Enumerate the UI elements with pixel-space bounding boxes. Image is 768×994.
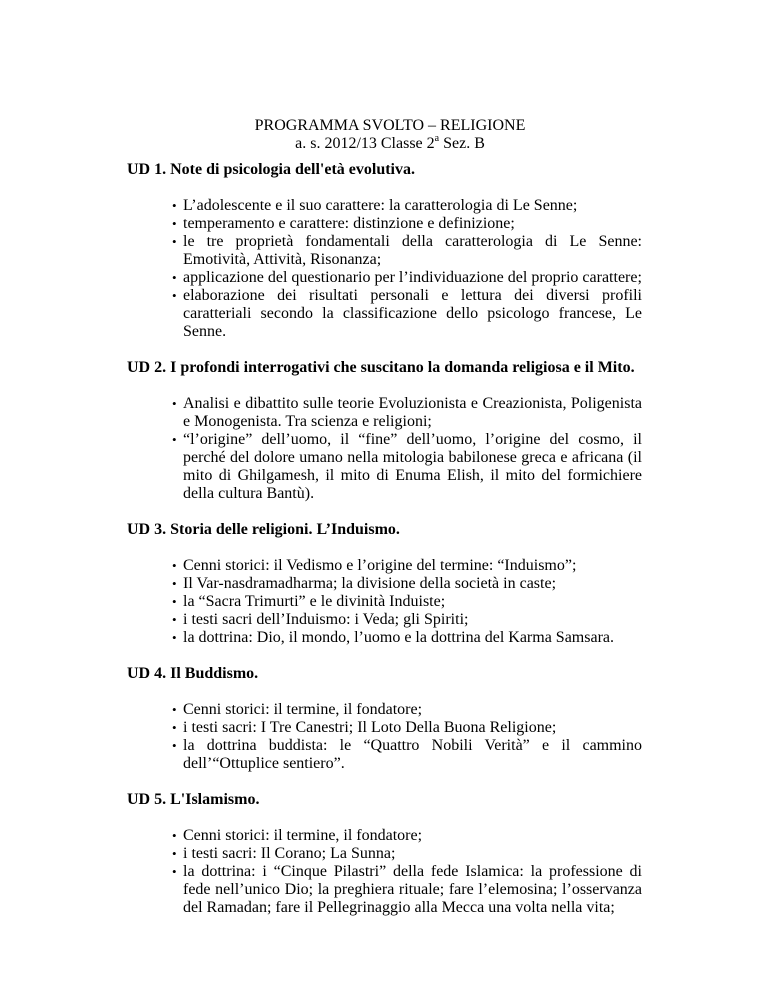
list-item-text: Il Var-nasdramadharma; la divisione della società in caste; <box>183 575 557 592</box>
bullet-icon: • <box>172 558 177 573</box>
bullet-icon: • <box>172 720 177 735</box>
section-heading: UD 4. Il Buddismo. <box>127 665 259 682</box>
bullet-list <box>127 701 642 773</box>
list-item-text: i testi sacri: Il Corano; La Sunna; <box>183 845 396 862</box>
document-body <box>127 161 642 917</box>
bullet-list <box>127 827 642 917</box>
list-item <box>127 557 642 575</box>
list-item-text: la “Sacra Trimurti” e le divinità Induiste; <box>183 593 446 610</box>
list-item <box>127 737 642 773</box>
section-heading: UD 2. I profondi interrogativi che suscitano la domanda religiosa e il Mito. <box>127 359 635 376</box>
list-item-text: le tre proprietà fondamentali della caratterologia di Le Senne: Emotività, Attività, Risonanza; <box>183 233 642 268</box>
bullet-icon: • <box>172 270 177 285</box>
bullet-icon: • <box>172 216 177 231</box>
bullet-icon: • <box>172 288 177 303</box>
list-item <box>127 827 642 845</box>
list-item-text: la dottrina buddista: le “Quattro Nobili Verità” e il cammino dell’“Ottuplice sentiero”. <box>183 737 642 772</box>
bullet-icon: • <box>172 432 177 447</box>
list-item <box>127 287 642 341</box>
document-header <box>0 117 768 153</box>
list-item-text: L’adolescente e il suo carattere: la caratterologia di Le Senne; <box>183 197 578 214</box>
bullet-icon: • <box>172 738 177 753</box>
section-heading: UD 3. Storia delle religioni. L’Induismo. <box>127 521 400 538</box>
bullet-icon: • <box>172 576 177 591</box>
section-ud2 <box>127 359 642 503</box>
list-item-text: applicazione del questionario per l’individuazione del proprio carattere; <box>183 269 642 286</box>
list-item-text: Cenni storici: il Vedismo e l’origine del termine: “Induismo”; <box>183 557 577 574</box>
list-item <box>127 593 642 611</box>
bullet-icon: • <box>172 864 177 879</box>
list-item <box>127 575 642 593</box>
section-ud4 <box>127 665 642 773</box>
list-item-text: la dottrina: Dio, il mondo, l’uomo e la dottrina del Karma Samsara. <box>183 629 615 646</box>
list-item <box>127 701 642 719</box>
list-item <box>127 395 642 431</box>
list-item-text: Cenni storici: il termine, il fondatore; <box>183 827 423 844</box>
list-item <box>127 197 642 215</box>
list-item <box>127 863 642 917</box>
document-subtitle <box>0 135 768 153</box>
section-ud3 <box>127 521 642 647</box>
list-item <box>127 233 642 269</box>
bullet-icon: • <box>172 702 177 717</box>
section-heading: UD 5. L'Islamismo. <box>127 791 260 808</box>
list-item-text: la dottrina: i “Cinque Pilastri” della fede Islamica: la professione di fede nell’unico Dio; la preghiera rituale; fare l’elemosina; l’osservanza del Ramadan; fare il Pellegrinaggio alla Mecca una volta nella vita; <box>183 863 642 916</box>
bullet-list <box>127 395 642 503</box>
bullet-icon: • <box>172 594 177 609</box>
list-item <box>127 215 642 233</box>
list-item-text: elaborazione dei risultati personali e lettura dei diversi profili caratteriali secondo la classificazione dello psicologo francese, Le Senne. <box>183 287 642 340</box>
list-item <box>127 431 642 503</box>
section-ud5 <box>127 791 642 917</box>
document-title: PROGRAMMA SVOLTO – RELIGIONE <box>254 117 526 134</box>
bullet-icon: • <box>172 828 177 843</box>
bullet-icon: • <box>172 630 177 645</box>
bullet-icon: • <box>172 234 177 249</box>
bullet-icon: • <box>172 396 177 411</box>
list-item <box>127 269 642 287</box>
list-item-text: i testi sacri dell’Induismo: i Veda; gli Spiriti; <box>183 611 469 628</box>
bullet-icon: • <box>172 612 177 627</box>
bullet-list <box>127 197 642 341</box>
bullet-list <box>127 557 642 647</box>
subtitle-superscript: a <box>434 133 440 144</box>
list-item <box>127 845 642 863</box>
list-item-text: Cenni storici: il termine, il fondatore; <box>183 701 423 718</box>
list-item-text: “l’origine” dell’uomo, il “fine” dell’uomo, l’origine del cosmo, il perché del dolore umano nella mitologia babilonese greca e africana (il mito di Ghilgamesh, il mito di Enuma Elish, il mito del formichiere della cultura Bantù). <box>183 431 642 502</box>
list-item-text: Analisi e dibattito sulle teorie Evoluzionista e Creazionista, Poligenista e Monogenista. Tra scienza e religioni; <box>183 395 642 430</box>
list-item-text: temperamento e carattere: distinzione e definizione; <box>183 215 515 232</box>
subtitle-prefix: a. s. 2012/13 Classe 2 <box>295 135 435 152</box>
bullet-icon: • <box>172 198 177 213</box>
list-item-text: i testi sacri: I Tre Canestri; Il Loto Della Buona Religione; <box>183 719 557 736</box>
list-item <box>127 719 642 737</box>
list-item <box>127 611 642 629</box>
subtitle-suffix: Sez. B <box>439 135 485 152</box>
list-item <box>127 629 642 647</box>
section-ud1 <box>127 161 642 341</box>
bullet-icon: • <box>172 846 177 861</box>
section-heading: UD 1. Note di psicologia dell'età evolutiva. <box>127 161 415 178</box>
